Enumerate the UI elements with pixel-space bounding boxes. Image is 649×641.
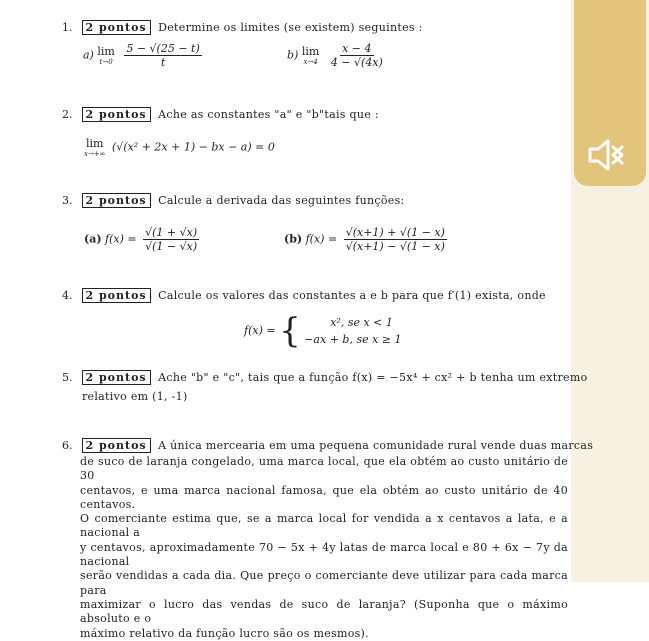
question-3b: [284, 226, 450, 253]
points-badge: 2 pontos: [82, 438, 151, 453]
question-number: 5.: [62, 371, 73, 384]
fraction-numerator: x − 4: [342, 42, 372, 55]
lim-word: lim: [97, 45, 115, 58]
paragraph-line: de suco de laranja congelado, uma marca local, que ela obtém ao custo unitário de 30: [80, 455, 568, 483]
fraction-denominator: 4 − √(4x): [330, 56, 383, 69]
paragraph-line: maximizar o lucro das vendas de suco de laranja? (Suponha que o máximo absoluto e o: [80, 597, 568, 626]
lim-subscript: x→4: [303, 58, 318, 66]
lim-word: lim: [86, 137, 104, 150]
question-2-expression: [84, 137, 275, 158]
question-5-text-continued: relativo em (1, -1): [82, 390, 188, 403]
paragraph-line: máximo relativo da função lucro são os mesmos).: [80, 626, 369, 640]
question-text: Determine os limites (se existem) seguintes :: [158, 21, 423, 34]
points-badge: 2 pontos: [82, 193, 151, 208]
limit-expression: (√(x² + 2x + 1) − bx − a) = 0: [112, 140, 275, 154]
points-badge: 2 pontos: [82, 288, 151, 303]
case-2: −ax + b, se x ≥ 1: [304, 333, 402, 346]
paragraph-line: serão vendidas a cada dia. Que preço o comerciante deve utilizar para cada marca para: [80, 569, 568, 597]
item-label: (b): [284, 232, 303, 246]
question-5-header: [62, 370, 588, 385]
question-1-header: [62, 20, 423, 35]
question-4-header: [62, 288, 546, 303]
case-1: x², se x < 1: [330, 316, 393, 329]
question-2-header: [62, 107, 379, 122]
question-1a: [83, 42, 205, 69]
question-number: 1.: [62, 21, 73, 34]
lim-word: lim: [301, 45, 320, 58]
fraction-numerator: √(x+1) + √(1 − x): [345, 226, 445, 239]
question-1b: [287, 42, 388, 69]
fraction-numerator: 5 − √(25 − t): [126, 42, 200, 55]
question-number: 3.: [62, 194, 73, 207]
question-3-header: [62, 193, 405, 208]
function-lhs: f(x) =: [244, 324, 276, 337]
brace: {: [279, 311, 301, 351]
points-badge: 2 pontos: [82, 370, 151, 385]
function-lhs: f(x) =: [305, 232, 338, 246]
question-text: A única mercearia em uma pequena comunidade rural vende duas marcas: [158, 439, 594, 452]
paragraph-line: O comerciante estima que, se a marca local for vendida a x centavos a lata, e a nacional a: [80, 512, 568, 540]
paragraph-line: y centavos, aproximadamente 70 − 5x + 4y latas de marca local e 80 + 6x − 7y da nacional: [80, 540, 568, 569]
item-label: (a): [84, 232, 102, 246]
lim-subscript: t→0: [99, 58, 113, 66]
fraction-denominator: t: [160, 56, 166, 69]
question-text: Calcule os valores das constantes a e b para que f′(1) exista, onde: [158, 289, 546, 302]
fraction-numerator: √(1 + √x): [145, 226, 198, 239]
fraction-denominator: √(x+1) − √(1 − x): [345, 240, 445, 253]
question-number: 4.: [62, 289, 73, 302]
lim-subscript: x→+∞: [84, 150, 106, 158]
fraction-denominator: √(1 − √x): [145, 240, 198, 253]
points-badge: 2 pontos: [82, 20, 151, 35]
question-6-paragraph: [80, 455, 568, 641]
item-label: a): [83, 48, 94, 62]
question-number: 6.: [62, 439, 73, 452]
question-text: Ache "b" e "c", tais que a função f(x) = −5x⁴ + cx² + b tenha um extremo: [158, 371, 588, 384]
function-lhs: f(x) =: [105, 232, 137, 246]
question-number: 2.: [62, 108, 73, 121]
points-badge: 2 pontos: [82, 107, 151, 122]
item-label: b): [287, 48, 299, 62]
question-6-header: [62, 438, 593, 453]
question-3a: [84, 226, 202, 253]
speaker-mute-icon[interactable]: [586, 137, 626, 176]
question-text: Calcule a derivada das seguintes funções:: [158, 194, 405, 207]
question-4-piecewise: [244, 311, 402, 351]
question-text: Ache as constantes "a" e "b"tais que :: [158, 108, 379, 121]
paragraph-line: centavos, e uma marca nacional famosa, que ela obtém ao custo unitário de 40 centavos.: [80, 483, 568, 511]
